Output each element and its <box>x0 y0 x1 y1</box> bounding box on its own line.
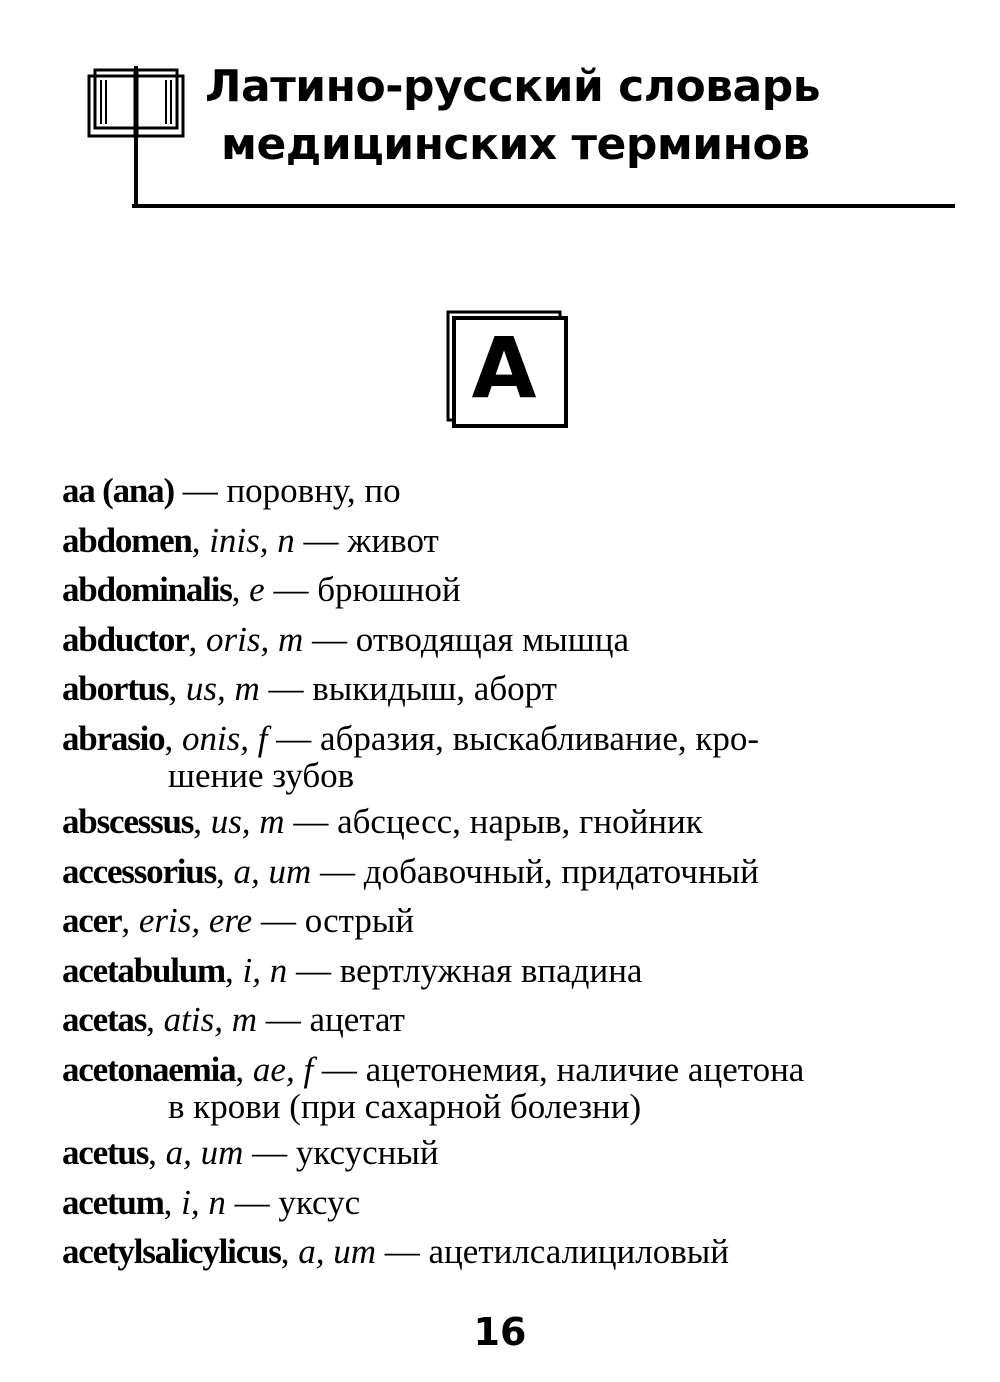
entry-grammar: atis, m <box>163 1000 258 1039</box>
entry-term: aa (ana) <box>62 471 174 510</box>
entry-term: acetonaemia <box>62 1049 236 1089</box>
entry-dash: — <box>267 718 321 758</box>
entry-translation: ацетат <box>309 1000 405 1039</box>
entry-translation-continued: в крови (при сахарной болезни) <box>168 1087 642 1126</box>
entry-dash: — <box>376 1232 429 1271</box>
entry-term: acetus <box>62 1133 149 1172</box>
page-title-line-2: медицинских терминов <box>221 119 810 170</box>
page-title-line-1: Латино-русский словарь <box>205 61 821 112</box>
dictionary-entry: abdominalis, e — брюшной <box>62 570 461 609</box>
entry-dash: — <box>257 1000 310 1039</box>
dictionary-entry: abortus, us, m — выкидыш, аборт <box>62 669 557 708</box>
entry-dash: — <box>303 619 356 659</box>
entry-grammar: i, n <box>181 1182 226 1222</box>
entry-grammar: i, n <box>242 950 288 990</box>
dictionary-entry: acer, eris, ere — острый <box>62 901 415 940</box>
dictionary-entries <box>62 466 962 1277</box>
entry-dash: — <box>243 1133 296 1172</box>
dictionary-entry: abscessus, us, m — абсцесс, нарыв, гнойник <box>62 802 703 841</box>
entry-grammar: onis, f <box>181 718 268 758</box>
entry-dash: — <box>311 851 364 891</box>
entry-term: accessorius <box>62 851 216 891</box>
dictionary-entry: acetabulum, i, n — вертлужная впадина <box>62 950 643 990</box>
entry-translation: выкидыш, аборт <box>312 669 557 708</box>
page-number: 16 <box>473 1310 527 1354</box>
entry-term: acetas <box>62 1000 147 1039</box>
entry-translation: абсцесс, нарыв, гнойник <box>337 802 703 841</box>
entry-translation: ацетилсалициловый <box>428 1232 730 1271</box>
entry-term: abrasio <box>62 718 165 758</box>
entry-dash: — <box>264 570 318 609</box>
dictionary-entry: abrasio, onis, f — абразия, выскабливание, кро- шение зубов <box>62 714 962 796</box>
page-title <box>205 58 820 174</box>
dictionary-entry: acetum, i, n — уксус <box>62 1182 361 1222</box>
dictionary-entry <box>62 466 962 516</box>
dictionary-entry: accessorius, a, um — добавочный, придаточный <box>62 851 759 891</box>
entry-term: abdomen <box>62 520 192 560</box>
entry-translation-continued: шение зубов <box>168 756 355 795</box>
entry-translation: вертлужная впадина <box>339 950 643 990</box>
dictionary-entry: acetus, a, um — уксусный <box>62 1133 439 1172</box>
entry-translation: отводящая мышца <box>355 619 630 659</box>
entry-grammar: eris, ere <box>138 901 253 940</box>
dictionary-entry: acetylsalicylicus, a, um — ацетилсалициловый <box>62 1232 730 1271</box>
entry-translation: брюшной <box>317 570 461 609</box>
entry-term: acetylsalicylicus <box>62 1232 281 1271</box>
entry-term: acetabulum <box>62 950 226 990</box>
entry-dash: — <box>252 901 305 940</box>
entry-grammar: inis, n <box>209 520 295 560</box>
entry-grammar: a, um <box>298 1232 377 1271</box>
entry-term: acer <box>62 901 122 940</box>
entry-term: abdominalis <box>62 570 232 609</box>
entry-grammar: a, um <box>165 1133 244 1172</box>
entry-term: abductor <box>62 619 189 659</box>
entry-dash: — <box>294 520 348 560</box>
section-letter: A <box>471 319 537 417</box>
entry-grammar: us, m <box>185 669 260 708</box>
dictionary-entry: abductor, oris, m — отводящая мышца <box>62 619 630 659</box>
entry-dash: — <box>259 669 313 708</box>
entry-translation: добавочный, придаточный <box>363 851 759 891</box>
entry-dash: — <box>173 471 227 510</box>
entry-grammar: oris, m <box>206 619 304 659</box>
entry-dash: — <box>313 1049 366 1089</box>
entry-term: acetum <box>62 1182 164 1222</box>
header-divider <box>132 204 955 208</box>
dictionary-entry: acetas, atis, m — ацетат <box>62 1000 405 1039</box>
entry-translation: острый <box>304 901 415 940</box>
entry-dash: — <box>284 802 338 841</box>
dictionary-entry: abdomen, inis, n — живот <box>62 520 439 560</box>
entry-translation: поровну, по <box>226 471 401 510</box>
entry-translation: живот <box>347 520 439 560</box>
entry-grammar: ae, f <box>252 1049 314 1089</box>
entry-translation: уксусный <box>295 1133 439 1172</box>
entry-dash: — <box>225 1182 279 1222</box>
entry-grammar: us, m <box>210 802 285 841</box>
dictionary-entry: acetonaemia, ae, f — ацетонемия, наличие ацетона в крови (при сахарной болезни) <box>62 1045 962 1127</box>
entry-grammar: a, um <box>233 851 312 891</box>
entry-term: abscessus <box>62 802 194 841</box>
entry-translation: уксус <box>278 1182 361 1222</box>
open-book-icon <box>86 60 186 210</box>
entry-grammar: e <box>249 570 265 609</box>
entry-term: abortus <box>62 669 169 708</box>
entry-translation: ацетонемия, наличие ацетона <box>365 1049 805 1089</box>
entry-translation: абразия, выскабливание, кро- <box>320 718 760 758</box>
entry-dash: — <box>287 950 340 990</box>
